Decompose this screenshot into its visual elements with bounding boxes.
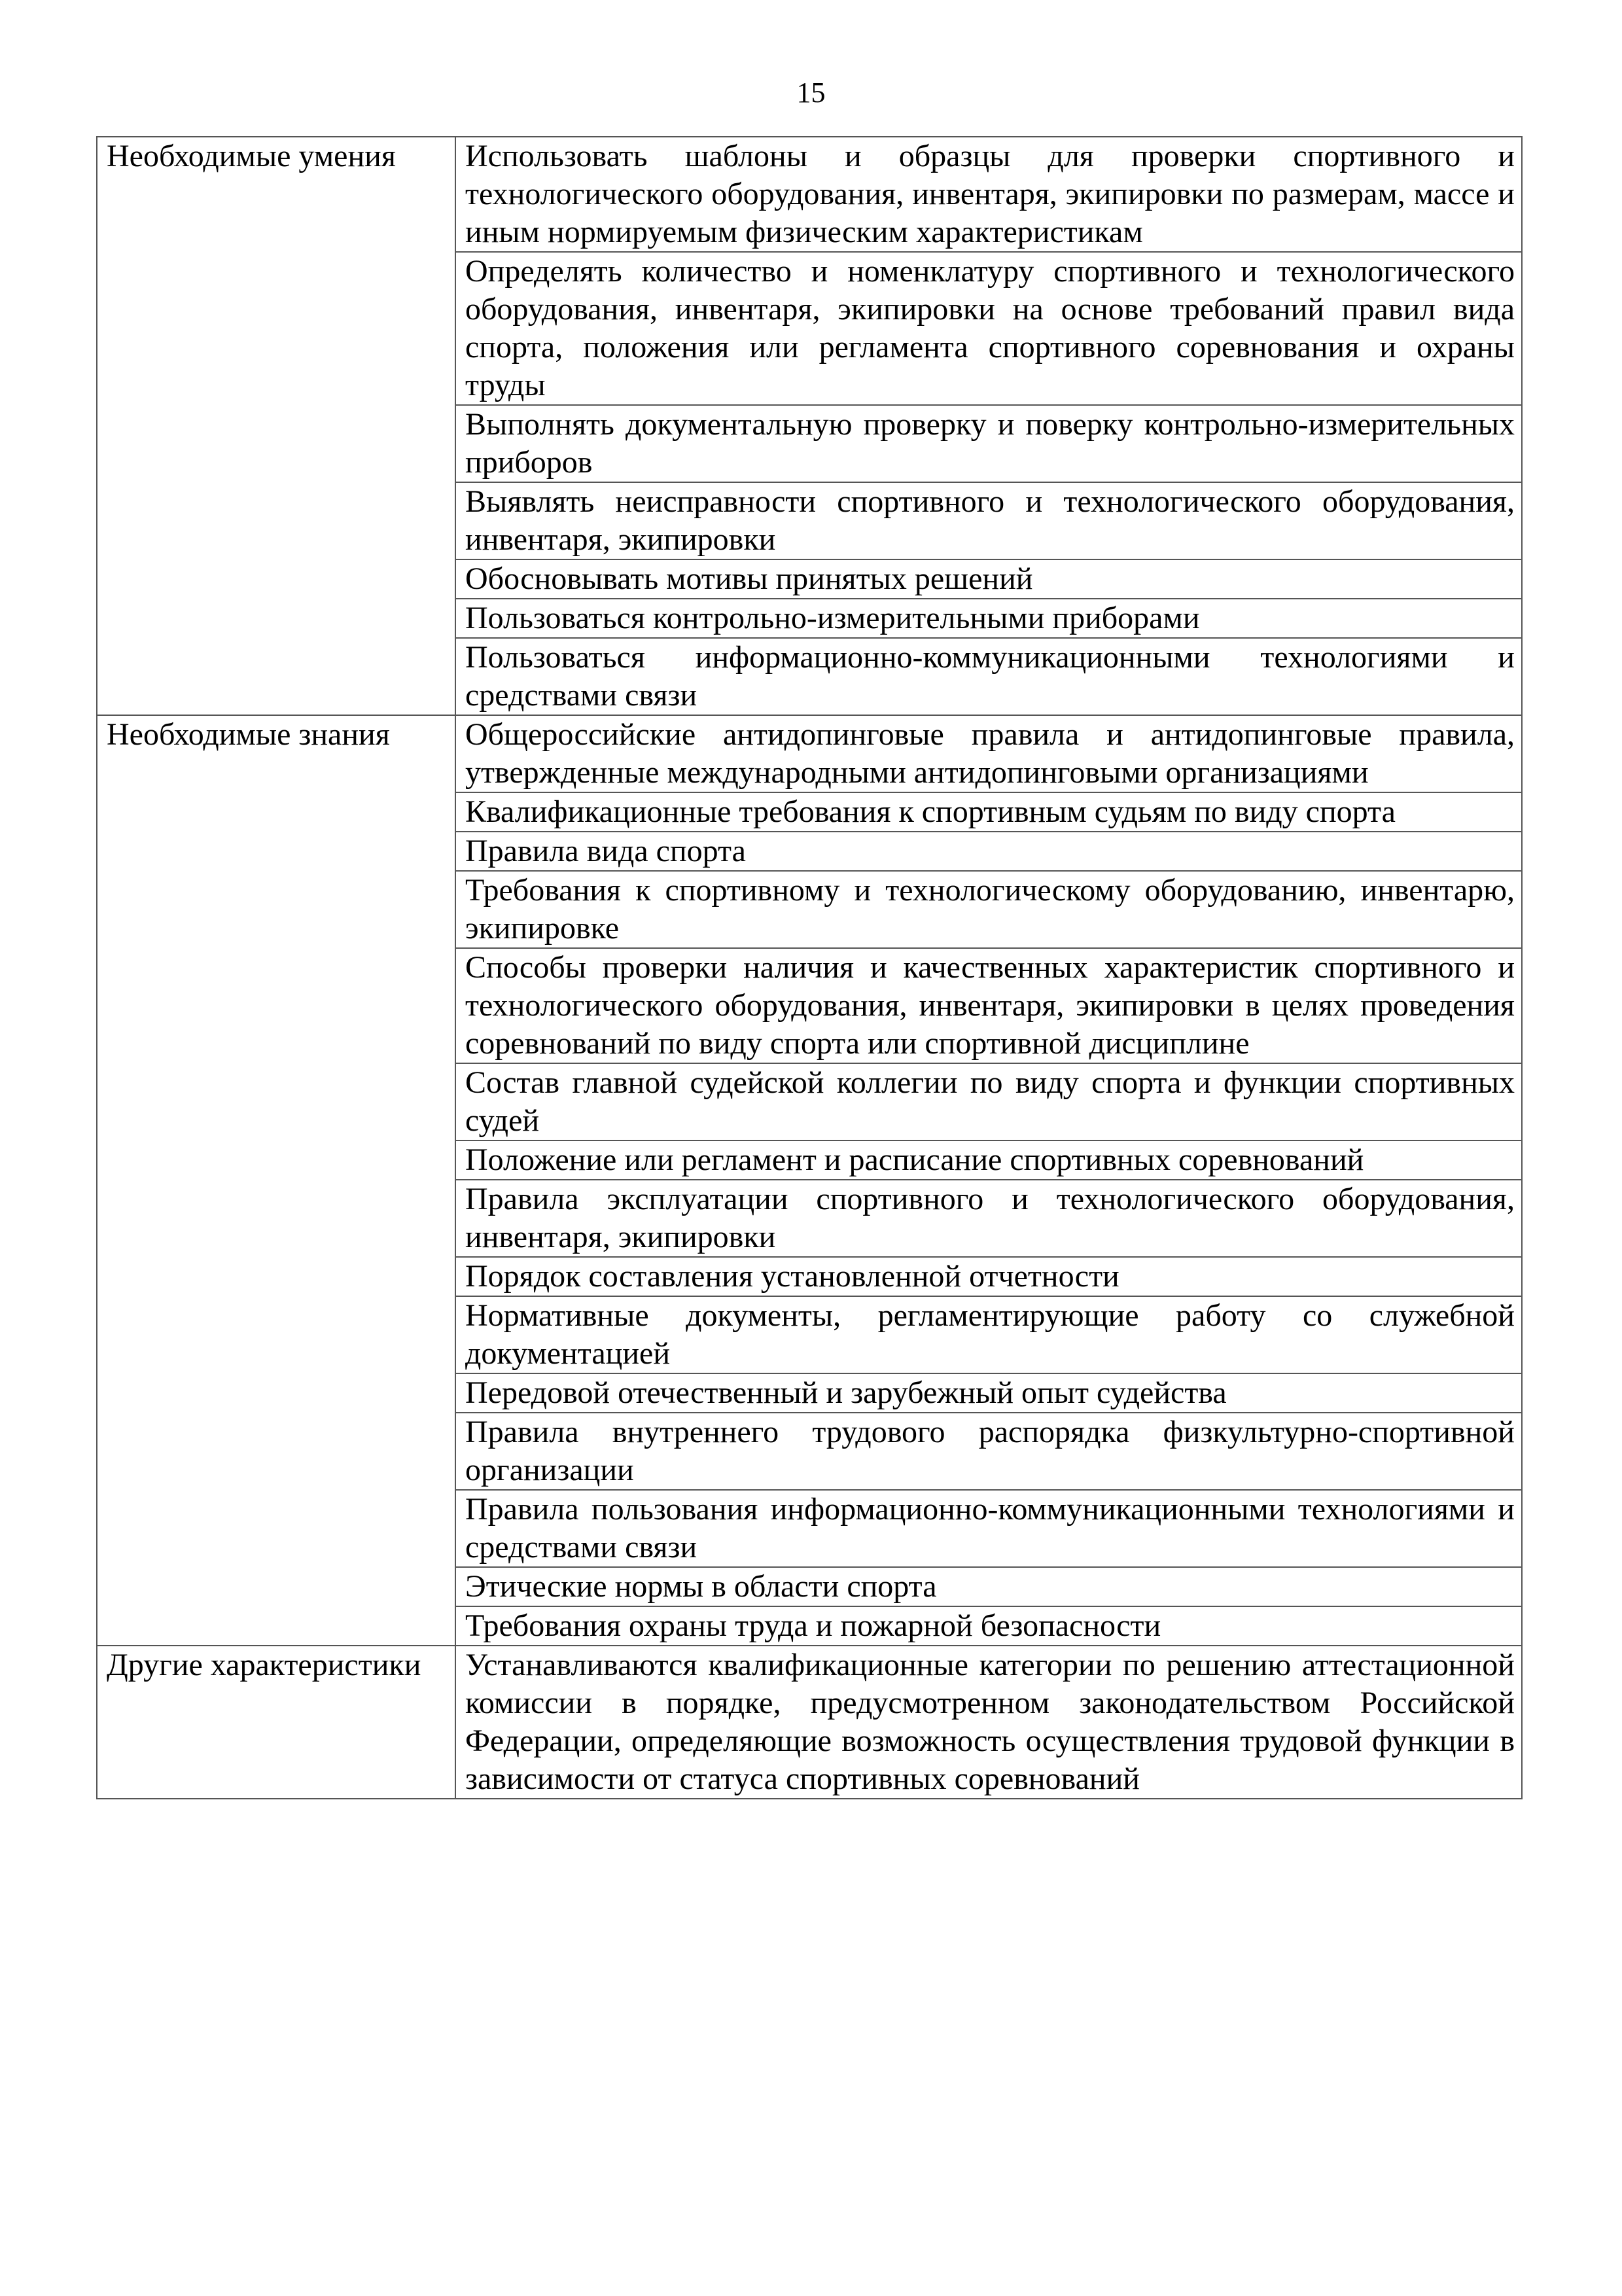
knowledge-item: Способы проверки наличия и качественных характеристик спортивного и технологического оборудования, инвентаря, экипировки в целях проведения соревнований по виду спорта или спортивной дисциплине (455, 948, 1522, 1063)
knowledge-item: Правила вида спорта (455, 832, 1522, 871)
skills-item: Выполнять документальную проверку и поверку контрольно-измерительных приборов (455, 405, 1522, 482)
table-row (97, 137, 1522, 252)
skills-item: Пользоваться контрольно-измерительными приборами (455, 599, 1522, 638)
skills-item: Выявлять неисправности спортивного и технологического оборудования, инвентаря, экипировки (455, 482, 1522, 559)
characteristics-table (96, 136, 1523, 1799)
knowledge-item: Общероссийские антидопинговые правила и антидопинговые правила, утвержденные международными антидопинговыми организациями (455, 715, 1522, 792)
knowledge-item: Этические нормы в области спорта (455, 1567, 1522, 1606)
skills-item: Определять количество и номенклатуру спортивного и технологического оборудования, инвентаря, экипировки на основе требований правил вида спорта, положения или регламента спортивного соревнования и охраны труды (455, 252, 1522, 405)
knowledge-item: Правила пользования информационно-коммуникационными технологиями и средствами связи (455, 1490, 1522, 1567)
section-label-skills: Необходимые умения (97, 137, 455, 715)
skills-item: Пользоваться информационно-коммуникационными технологиями и средствами связи (455, 638, 1522, 715)
knowledge-item: Правила внутреннего трудового распорядка физкультурно-спортивной организации (455, 1413, 1522, 1490)
knowledge-item: Требования охраны труда и пожарной безопасности (455, 1606, 1522, 1646)
table-row (97, 715, 1522, 792)
knowledge-item: Нормативные документы, регламентирующие работу со служебной документацией (455, 1296, 1522, 1373)
knowledge-item: Порядок составления установленной отчетности (455, 1257, 1522, 1296)
section-label-other: Другие характеристики (97, 1646, 455, 1799)
other-item: Устанавливаются квалификационные категории по решению аттестационной комиссии в порядке, предусмотренном законодательством Российской Федерации, определяющие возможность осуществления трудовой функции в зависимости от статуса спортивных соревнований (455, 1646, 1522, 1799)
page-number: 15 (796, 77, 826, 109)
skills-item: Обосновывать мотивы принятых решений (455, 559, 1522, 599)
section-label-knowledge: Необходимые знания (97, 715, 455, 1646)
knowledge-item: Состав главной судейской коллегии по виду спорта и функции спортивных судей (455, 1063, 1522, 1140)
knowledge-item: Положение или регламент и расписание спортивных соревнований (455, 1140, 1522, 1180)
knowledge-item: Требования к спортивному и технологическому оборудованию, инвентарю, экипировке (455, 871, 1522, 948)
knowledge-item: Правила эксплуатации спортивного и технологического оборудования, инвентаря, экипировки (455, 1180, 1522, 1257)
knowledge-item: Передовой отечественный и зарубежный опыт судейства (455, 1373, 1522, 1413)
table-row (97, 1646, 1522, 1799)
knowledge-item: Квалификационные требования к спортивным судьям по виду спорта (455, 792, 1522, 832)
skills-item: Использовать шаблоны и образцы для проверки спортивного и технологического оборудования, инвентаря, экипировки по размерам, массе и иным нормируемым физическим характеристикам (455, 137, 1522, 252)
